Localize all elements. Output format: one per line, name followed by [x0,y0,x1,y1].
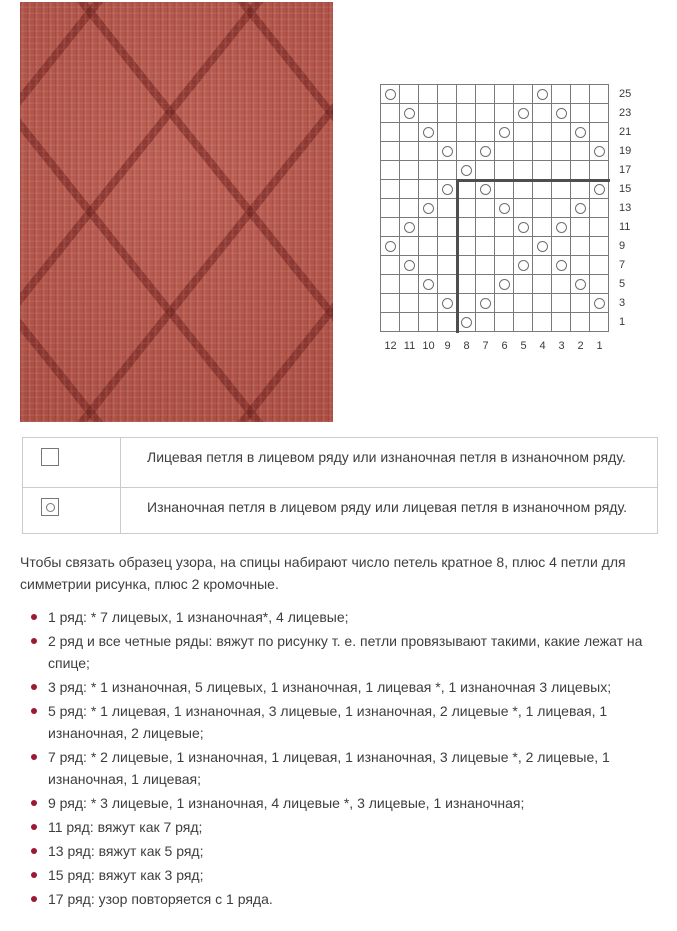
bullet-icon [31,754,37,760]
purl-stitch-icon [518,222,529,233]
instruction-item [20,630,664,674]
chart-row-number: 13 [619,202,632,214]
purl-stitch-icon [442,146,453,157]
purl-stitch-icon [423,279,434,290]
purl-stitch-icon [556,222,567,233]
repeat-boundary-horizontal-line [456,179,610,182]
purl-stitch-icon [594,146,605,157]
chart-column-number: 10 [422,340,435,352]
legend-symbol-cell [23,438,121,487]
bullet-icon [31,614,37,620]
bullet-icon [31,638,37,644]
chart-row-number: 5 [619,278,626,290]
bullet-icon [31,848,37,854]
purl-stitch-icon [556,260,567,271]
chart-row-number: 3 [619,297,626,309]
purl-stitch-icon [404,222,415,233]
chart-column-number: 5 [520,340,527,352]
instruction-text: 15 ряд: вяжут как 3 ряд; [48,867,204,883]
chart-grid [380,84,609,332]
chart-row-number: 9 [619,240,626,252]
instruction-text: 5 ряд: * 1 лицевая, 1 изнаночная, 3 лицевые, 1 изнаночная, 2 лицевые *, 1 лицевая, 1 изнаночная, 2 лицевые; [48,703,608,741]
purl-stitch-icon [404,260,415,271]
chart-column-number: 2 [577,340,584,352]
purl-stitch-icon [461,165,472,176]
chart-row-number: 15 [619,183,632,195]
purl-stitch-icon [423,203,434,214]
purl-stitch-icon [594,298,605,309]
bullet-icon [31,824,37,830]
instruction-item [20,746,664,790]
instruction-text: 2 ряд и все четные ряды: вяжут по рисунку т. е. петли провязывают такими, какие лежат на спице; [48,633,643,671]
purl-stitch-icon [537,89,548,100]
chart-column-number: 8 [463,340,470,352]
legend-row [23,438,657,488]
instruction-item [20,700,664,744]
purl-stitch-icon [594,184,605,195]
chart-column-number: 7 [482,340,489,352]
chart-column-number: 6 [501,340,508,352]
purl-stitch-icon [480,146,491,157]
purl-stitch-icon [442,184,453,195]
instruction-item [20,840,664,862]
purl-stitch-icon [575,203,586,214]
chart-row-number: 17 [619,164,632,176]
purl-stitch-icon [518,108,529,119]
chart-row-number: 19 [619,145,632,157]
instruction-item [20,864,664,886]
instruction-text: 1 ряд: * 7 лицевых, 1 изнаночная*, 4 лицевые; [48,609,349,625]
purl-stitch-icon [461,317,472,328]
chart-row-number: 11 [619,221,631,233]
instruction-item [20,888,664,910]
purl-stitch-icon [499,127,510,138]
bullet-icon [31,872,37,878]
legend-symbol-cell [23,488,121,533]
intro-paragraph: Чтобы связать образец узора, на спицы набирают число петель кратное 8, плюс 4 петли для симметрии рисунка, плюс 2 кромочные. [20,554,626,592]
purl-stitch-icon [537,241,548,252]
knit-symbol-icon [41,448,59,466]
legend-row [23,488,657,534]
instruction-item [20,606,664,628]
purl-stitch-icon [480,298,491,309]
bullet-icon [31,708,37,714]
purl-stitch-icon [442,298,453,309]
purl-stitch-icon [575,127,586,138]
chart-row-number: 25 [619,88,632,100]
chart-column-number: 11 [403,340,416,352]
bullet-icon [31,800,37,806]
knitted-fabric-photo [20,2,333,422]
instruction-item [20,792,664,814]
purl-stitch-icon [575,279,586,290]
chart-column-number: 1 [596,340,603,352]
instruction-text: 3 ряд: * 1 изнаночная, 5 лицевых, 1 изнаночная, 1 лицевая *, 1 изнаночная 3 лицевых; [48,679,612,695]
chart-row-number: 1 [619,316,626,328]
purl-stitch-icon [556,108,567,119]
instruction-text: 9 ряд: * 3 лицевые, 1 изнаночная, 4 лицевые *, 3 лицевые, 1 изнаночная; [48,795,525,811]
purl-stitch-icon [499,279,510,290]
legend-table [22,437,658,534]
legend-text: Лицевая петля в лицевом ряду или изнаночная петля в изнаночном ряду. [147,449,626,465]
purl-stitch-icon [385,89,396,100]
bullet-icon [31,684,37,690]
legend-text: Изнаночная петля в лицевом ряду или лицевая петля в изнаночном ряду. [147,499,627,515]
instruction-item [20,676,664,698]
instruction-text: 13 ряд: вяжут как 5 ряд; [48,843,204,859]
instruction-text: 11 ряд: вяжут как 7 ряд; [48,819,203,835]
purl-stitch-icon [404,108,415,119]
chart-column-number: 9 [444,340,451,352]
purl-stitch-icon [518,260,529,271]
chart-row-number: 23 [619,107,632,119]
purl-stitch-icon [385,241,396,252]
instruction-item [20,816,664,838]
bullet-icon [31,896,37,902]
instructions-list [20,606,664,912]
instruction-text: 7 ряд: * 2 лицевые, 1 изнаночная, 1 лицевая, 1 изнаночная, 3 лицевые *, 2 лицевые, 1 изнаночная, 1 лицевая; [48,749,610,787]
chart-column-number: 4 [539,340,546,352]
purl-stitch-icon [423,127,434,138]
purl-stitch-icon [480,184,491,195]
purl-symbol-icon [41,498,59,516]
chart-row-number: 7 [619,259,626,271]
chart-column-number: 3 [558,340,565,352]
chart-column-number: 12 [384,340,397,352]
instruction-text: 17 ряд: узор повторяется с 1 ряда. [48,891,273,907]
circle-glyph [46,503,55,512]
repeat-boundary-vertical-line [456,179,459,333]
chart-row-number: 21 [619,126,632,138]
purl-stitch-icon [499,203,510,214]
